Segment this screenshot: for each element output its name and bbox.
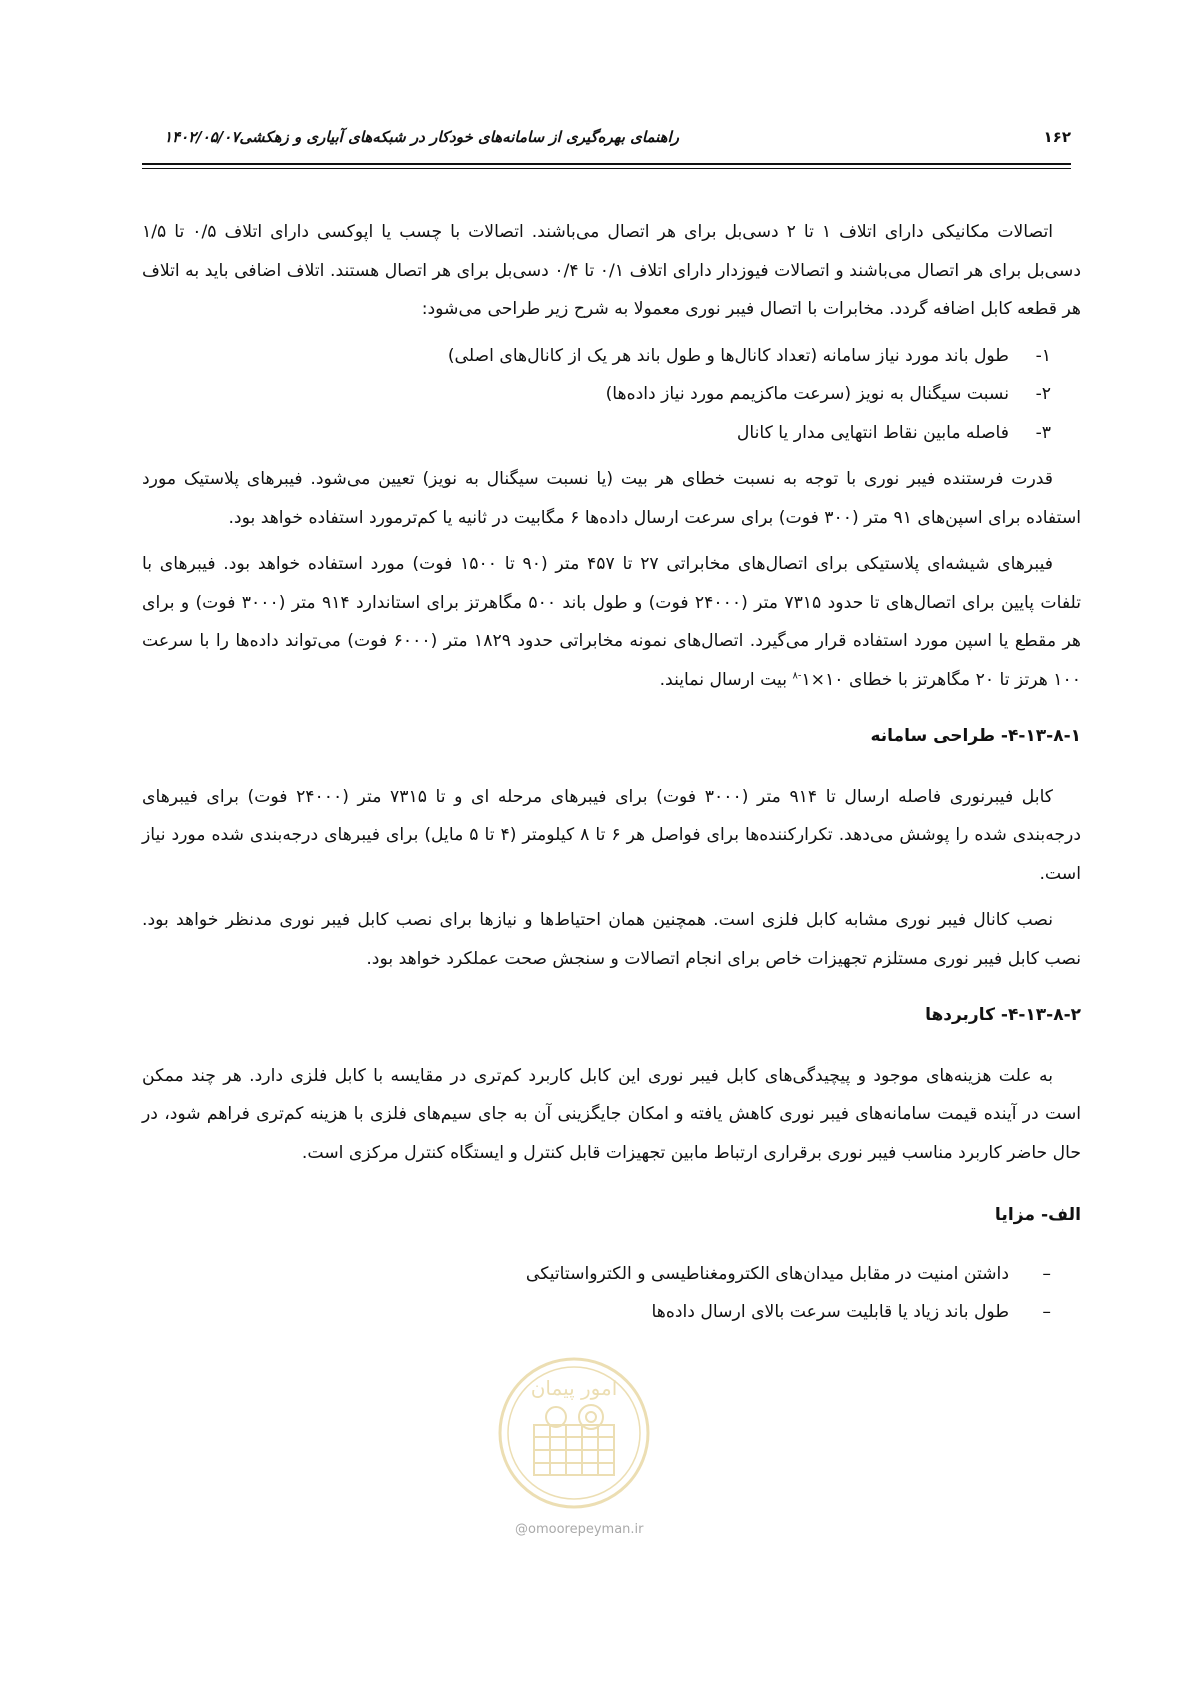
running-title xyxy=(142,128,679,146)
error-rate-exponent: -۸ xyxy=(792,669,802,681)
section-heading-design: ۴-۱۳-۸-۱- طراحی سامانه xyxy=(870,726,1081,746)
error-rate-value xyxy=(792,670,843,690)
bullet-dash: – xyxy=(1042,1263,1051,1284)
glass-fiber-paragraph xyxy=(142,545,1081,699)
list-text: فاصله مابین نقاط انتهایی مدار یا کانال xyxy=(736,422,1009,443)
list-number: ۱- xyxy=(1035,345,1051,366)
power-paragraph: قدرت فرستنده فیبر نوری با توجه به نسبت خطای هر بیت (یا نسبت سیگنال به نویز) تعیین می‌شود. فیبرهای پلاستیک مورد استفاده برای اسپن‌های ۹۱ متر (۳۰۰ فوت) برای سرعت ارسال داده‌ها ۶ مگابیت در ثانیه یا کم‌ترمورد استفاده خواهد بود. xyxy=(142,469,1081,528)
list-item xyxy=(142,337,1081,376)
list-text: نسبت سیگنال به نویز (سرعت ماکزیمم مورد نیاز داده‌ها) xyxy=(605,384,1009,404)
page-header xyxy=(142,128,1071,154)
list-number: ۳- xyxy=(1035,422,1051,443)
watermark-site: @omoorepeyman.ir xyxy=(515,1522,644,1537)
design-list xyxy=(142,337,1081,453)
running-title-date: ۱۴۰۲/۰۵/۰۷ xyxy=(164,128,240,146)
header-rule-thick xyxy=(142,163,1071,165)
bullet-dash: – xyxy=(1042,1302,1051,1322)
error-rate-base: ۱۰×۱ xyxy=(801,669,844,690)
running-title-text: راهنمای بهره‌گیری از سامانه‌های خودکار در شبکه‌های آبیاری و زهکشی xyxy=(239,128,679,146)
intro-paragraph: اتصالات مکانیکی دارای اتلاف ۱ تا ۲ دسی‌بل برای هر اتصال می‌باشند. اتصالات با چسب یا اپوکسی دارای اتلاف ۰/۵ تا ۱/۵ دسی‌بل برای هر اتصال می‌باشند و اتصالات فیوزدار دارای اتلاف ۰/۱ تا ۰/۴ دسی‌بل برای هر اتصال هستند. اتلاف اضافی باید به اتلاف هر قطعه کابل اضافه گردد. مخابرات با اتصال فیبر نوری معمولا به شرح زیر طراحی می‌شود: xyxy=(142,222,1081,319)
header-rule-thin xyxy=(142,168,1071,169)
list-item xyxy=(142,1293,1081,1332)
list-item xyxy=(142,1255,1081,1294)
advantages-heading: الف- مزایا xyxy=(994,1205,1081,1225)
list-item xyxy=(142,375,1081,414)
section-heading-applications: ۴-۱۳-۸-۲- کاربردها xyxy=(925,1005,1081,1025)
glass-fiber-end: بیت ارسال نمایند. xyxy=(659,669,787,690)
watermark-seal-icon xyxy=(496,1355,652,1511)
list-item xyxy=(142,414,1081,453)
page-number: ۱۶۲ xyxy=(1043,128,1071,146)
list-text: طول باند زیاد یا قابلیت سرعت بالای ارسال داده‌ها xyxy=(651,1302,1009,1322)
page-body xyxy=(142,213,1081,1340)
watermark-seal-text: امور پیمان xyxy=(530,1376,618,1400)
list-number: ۲- xyxy=(1035,384,1051,404)
glass-fiber-text: فیبرهای شیشه‌ای پلاستیکی برای اتصال‌های مخابراتی ۲۷ تا ۴۵۷ متر (۹۰ تا ۱۵۰۰ فوت) مورد استفاده خواهد بود. فیبرهای با تلفات پایین برای اتصال‌های تا حدود ۷۳۱۵ متر (۲۴۰۰۰ فوت) و طول باند ۵۰۰ مگاهرتز برای استاندارد ۹۱۴ متر (۳۰۰۰ فوت) و برای هر مقطع یا اسپن مورد استفاده قرار می‌گیرد. اتصال‌های نمونه مخابراتی حدود ۱۸۲۹ متر (۶۰۰۰ فوت) می‌تواند داده‌ها را با سرعت ۱۰۰ هرتز تا ۲۰ مگاهرتز با خطای xyxy=(142,554,1081,690)
design-paragraph-1: کابل فیبرنوری فاصله ارسال تا ۹۱۴ متر (۳۰۰۰ فوت) برای فیبرهای مرحله ای و تا ۷۳۱۵ متر (۲۴۰۰۰ فوت) برای فیبرهای درجه‌بندی شده را پوشش می‌دهد. تکرارکننده‌ها برای فواصل هر ۶ تا ۸ کیلومتر (۴ تا ۵ مایل) برای فیبرهای درجه‌بندی شده مورد نیاز است. xyxy=(142,786,1082,884)
design-paragraph-2: نصب کانال فیبر نوری مشابه کابل فلزی است. همچنین همان احتیاط‌ها و نیازها برای نصب کابل فیبر نوری مدنظر خواهد بود. نصب کابل فیبر نوری مستلزم تجهیزات خاص برای انجام اتصالات و سنجش صحت عملکرد خواهد بود. xyxy=(142,910,1081,969)
list-text: داشتن امنیت در مقابل میدان‌های الکترومغناطیسی و الکترواستاتیکی xyxy=(525,1263,1009,1284)
list-text: طول باند مورد نیاز سامانه (تعداد کانال‌ها و طول باند هر یک از کانال‌های اصلی) xyxy=(447,345,1009,366)
applications-paragraph: به علت هزینه‌های موجود و پیچیدگی‌های کابل فیبر نوری این کابل کاربرد کم‌تری در مقایسه با کابل فلزی دارد. هر چند ممکن است در آینده قیمت سامانه‌های فیبر نوری کاهش یافته و امکان جایگزینی آن به جای سیم‌های فلزی با هزینه کم‌تری فراهم شود، در حال حاضر کاربرد مناسب فیبر نوری برقراری ارتباط مابین تجهیزات قابل کنترل و ایستگاه کنترل مرکزی است. xyxy=(142,1065,1081,1163)
advantages-list xyxy=(142,1255,1081,1332)
